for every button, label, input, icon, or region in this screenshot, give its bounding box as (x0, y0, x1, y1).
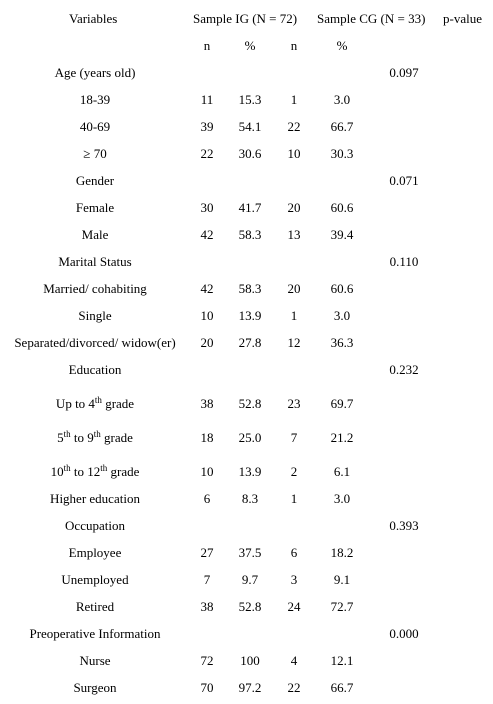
cell-n-ig: 72 (200, 653, 214, 668)
row-label-part: th (94, 395, 102, 405)
cell-n-ig: 18 (200, 430, 214, 445)
row-label: Employee (68, 545, 122, 560)
cell-n-cg: 20 (287, 281, 301, 296)
cell-p-value: 0.000 (389, 626, 419, 641)
cell-pct-ig: 52.8 (238, 599, 262, 614)
subheader-pct-ig: % (244, 38, 256, 53)
cell-n-ig: 20 (200, 335, 214, 350)
cell-pct-cg: 3.0 (333, 491, 351, 506)
cell-n-cg: 24 (287, 599, 301, 614)
cell-n-ig: 42 (200, 281, 214, 296)
row-label-part: grade (107, 464, 140, 479)
row-label-part: 10 (50, 464, 64, 479)
cell-n-cg: 12 (287, 335, 301, 350)
row-label: Female (75, 200, 115, 215)
row-label: Separated/divorced/ widow(er) (14, 335, 176, 350)
row-label-part: Up to 4 (55, 396, 95, 411)
row-label-part: th (63, 429, 71, 439)
cell-pct-ig: 13.9 (238, 308, 262, 323)
cell-pct-ig: 41.7 (238, 200, 262, 215)
row-label: ≥ 70 (83, 146, 107, 161)
row-label: Surgeon (73, 680, 117, 695)
cell-n-ig: 39 (200, 119, 214, 134)
cell-n-cg: 2 (290, 464, 298, 479)
cell-n-cg: 10 (287, 146, 301, 161)
cell-n-ig: 38 (200, 599, 214, 614)
cell-n-ig: 70 (200, 680, 214, 695)
cell-n-cg: 6 (290, 545, 298, 560)
cell-pct-ig: 52.8 (238, 396, 262, 411)
row-label-part: to 12 (70, 464, 101, 479)
cell-p-value: 0.110 (389, 254, 419, 269)
cell-pct-ig: 58.3 (238, 281, 262, 296)
cell-n-ig: 38 (200, 396, 214, 411)
cell-pct-ig: 25.0 (238, 430, 262, 445)
row-label: Age (years old) (54, 65, 136, 80)
cell-p-value: 0.393 (389, 518, 419, 533)
cell-pct-cg: 39.4 (330, 227, 354, 242)
cell-n-cg: 22 (287, 119, 301, 134)
cell-p-value: 0.071 (389, 173, 419, 188)
cell-pct-ig: 58.3 (238, 227, 262, 242)
subheader-n-cg: n (290, 38, 298, 53)
cell-pct-ig: 13.9 (238, 464, 262, 479)
row-label: Education (68, 362, 122, 377)
cell-n-cg: 13 (287, 227, 301, 242)
row-label: Unemployed (61, 572, 129, 587)
row-label: Single (78, 308, 112, 323)
row-label: 18-39 (79, 92, 111, 107)
subheader-pct-cg: % (336, 38, 348, 53)
cell-pct-cg: 12.1 (330, 653, 354, 668)
row-label-part: 5 (57, 430, 64, 445)
row-label: Married/ cohabiting (43, 281, 147, 296)
cell-n-ig: 6 (203, 491, 211, 506)
header-p-value: p-value (443, 11, 482, 26)
cell-p-value: 0.232 (389, 362, 419, 377)
row-label: Preoperative Information (29, 626, 161, 641)
row-label: Higher education (50, 491, 140, 506)
row-label: Male (81, 227, 109, 242)
cell-pct-ig: 15.3 (238, 92, 262, 107)
subheader-n-ig: n (203, 38, 211, 53)
cell-n-cg: 1 (290, 92, 298, 107)
cell-pct-ig: 100 (240, 653, 260, 668)
cell-pct-cg: 66.7 (330, 119, 354, 134)
cell-n-cg: 4 (290, 653, 298, 668)
cell-pct-cg: 60.6 (330, 200, 354, 215)
cell-pct-cg: 72.7 (330, 599, 354, 614)
row-label (57, 430, 133, 446)
cell-n-cg: 1 (290, 308, 298, 323)
header-variables: Variables (69, 11, 118, 26)
cell-n-cg: 20 (287, 200, 301, 215)
header-sample-ig: Sample IG (N = 72) (193, 11, 298, 26)
cell-pct-cg: 30.3 (330, 146, 354, 161)
cell-n-cg: 22 (287, 680, 301, 695)
row-label: 40-69 (79, 119, 111, 134)
cell-pct-cg: 3.0 (333, 92, 351, 107)
cell-pct-ig: 30.6 (238, 146, 262, 161)
row-label: Gender (75, 173, 115, 188)
row-label-part: grade (101, 396, 135, 411)
cell-pct-ig: 37.5 (238, 545, 262, 560)
row-label: Nurse (79, 653, 111, 668)
cell-n-ig: 22 (200, 146, 214, 161)
row-label-part: th (63, 463, 71, 473)
row-label: Marital Status (58, 254, 132, 269)
row-label-part: grade (100, 430, 133, 445)
cell-n-ig: 10 (200, 464, 214, 479)
row-label-part: to 9 (70, 430, 94, 445)
cell-pct-cg: 3.0 (333, 308, 351, 323)
cell-n-cg: 1 (290, 491, 298, 506)
cell-n-ig: 7 (203, 572, 211, 587)
cell-n-ig: 30 (200, 200, 214, 215)
cell-pct-cg: 60.6 (330, 281, 354, 296)
row-label: Retired (75, 599, 115, 614)
cell-n-ig: 27 (200, 545, 214, 560)
cell-n-ig: 10 (200, 308, 214, 323)
cell-pct-ig: 8.3 (241, 491, 259, 506)
cell-n-ig: 11 (200, 92, 214, 107)
cell-n-cg: 23 (287, 396, 301, 411)
cell-pct-cg: 36.3 (330, 335, 354, 350)
cell-pct-ig: 97.2 (238, 680, 262, 695)
cell-n-cg: 7 (290, 430, 298, 445)
cell-pct-ig: 9.7 (241, 572, 259, 587)
cell-pct-cg: 21.2 (330, 430, 354, 445)
cell-pct-cg: 9.1 (333, 572, 351, 587)
header-sample-cg: Sample CG (N = 33) (317, 11, 426, 26)
cell-pct-cg: 66.7 (330, 680, 354, 695)
row-label-part: th (100, 463, 108, 473)
cell-pct-cg: 69.7 (330, 396, 354, 411)
cell-pct-ig: 54.1 (238, 119, 262, 134)
row-label-part: th (93, 429, 101, 439)
row-label: Occupation (65, 518, 125, 533)
row-label (51, 464, 140, 480)
row-label (56, 396, 134, 412)
cell-pct-cg: 6.1 (333, 464, 351, 479)
cell-n-cg: 3 (290, 572, 298, 587)
cell-n-ig: 42 (200, 227, 214, 242)
cell-pct-cg: 18.2 (330, 545, 354, 560)
cell-p-value: 0.097 (389, 65, 419, 80)
cell-pct-ig: 27.8 (238, 335, 262, 350)
